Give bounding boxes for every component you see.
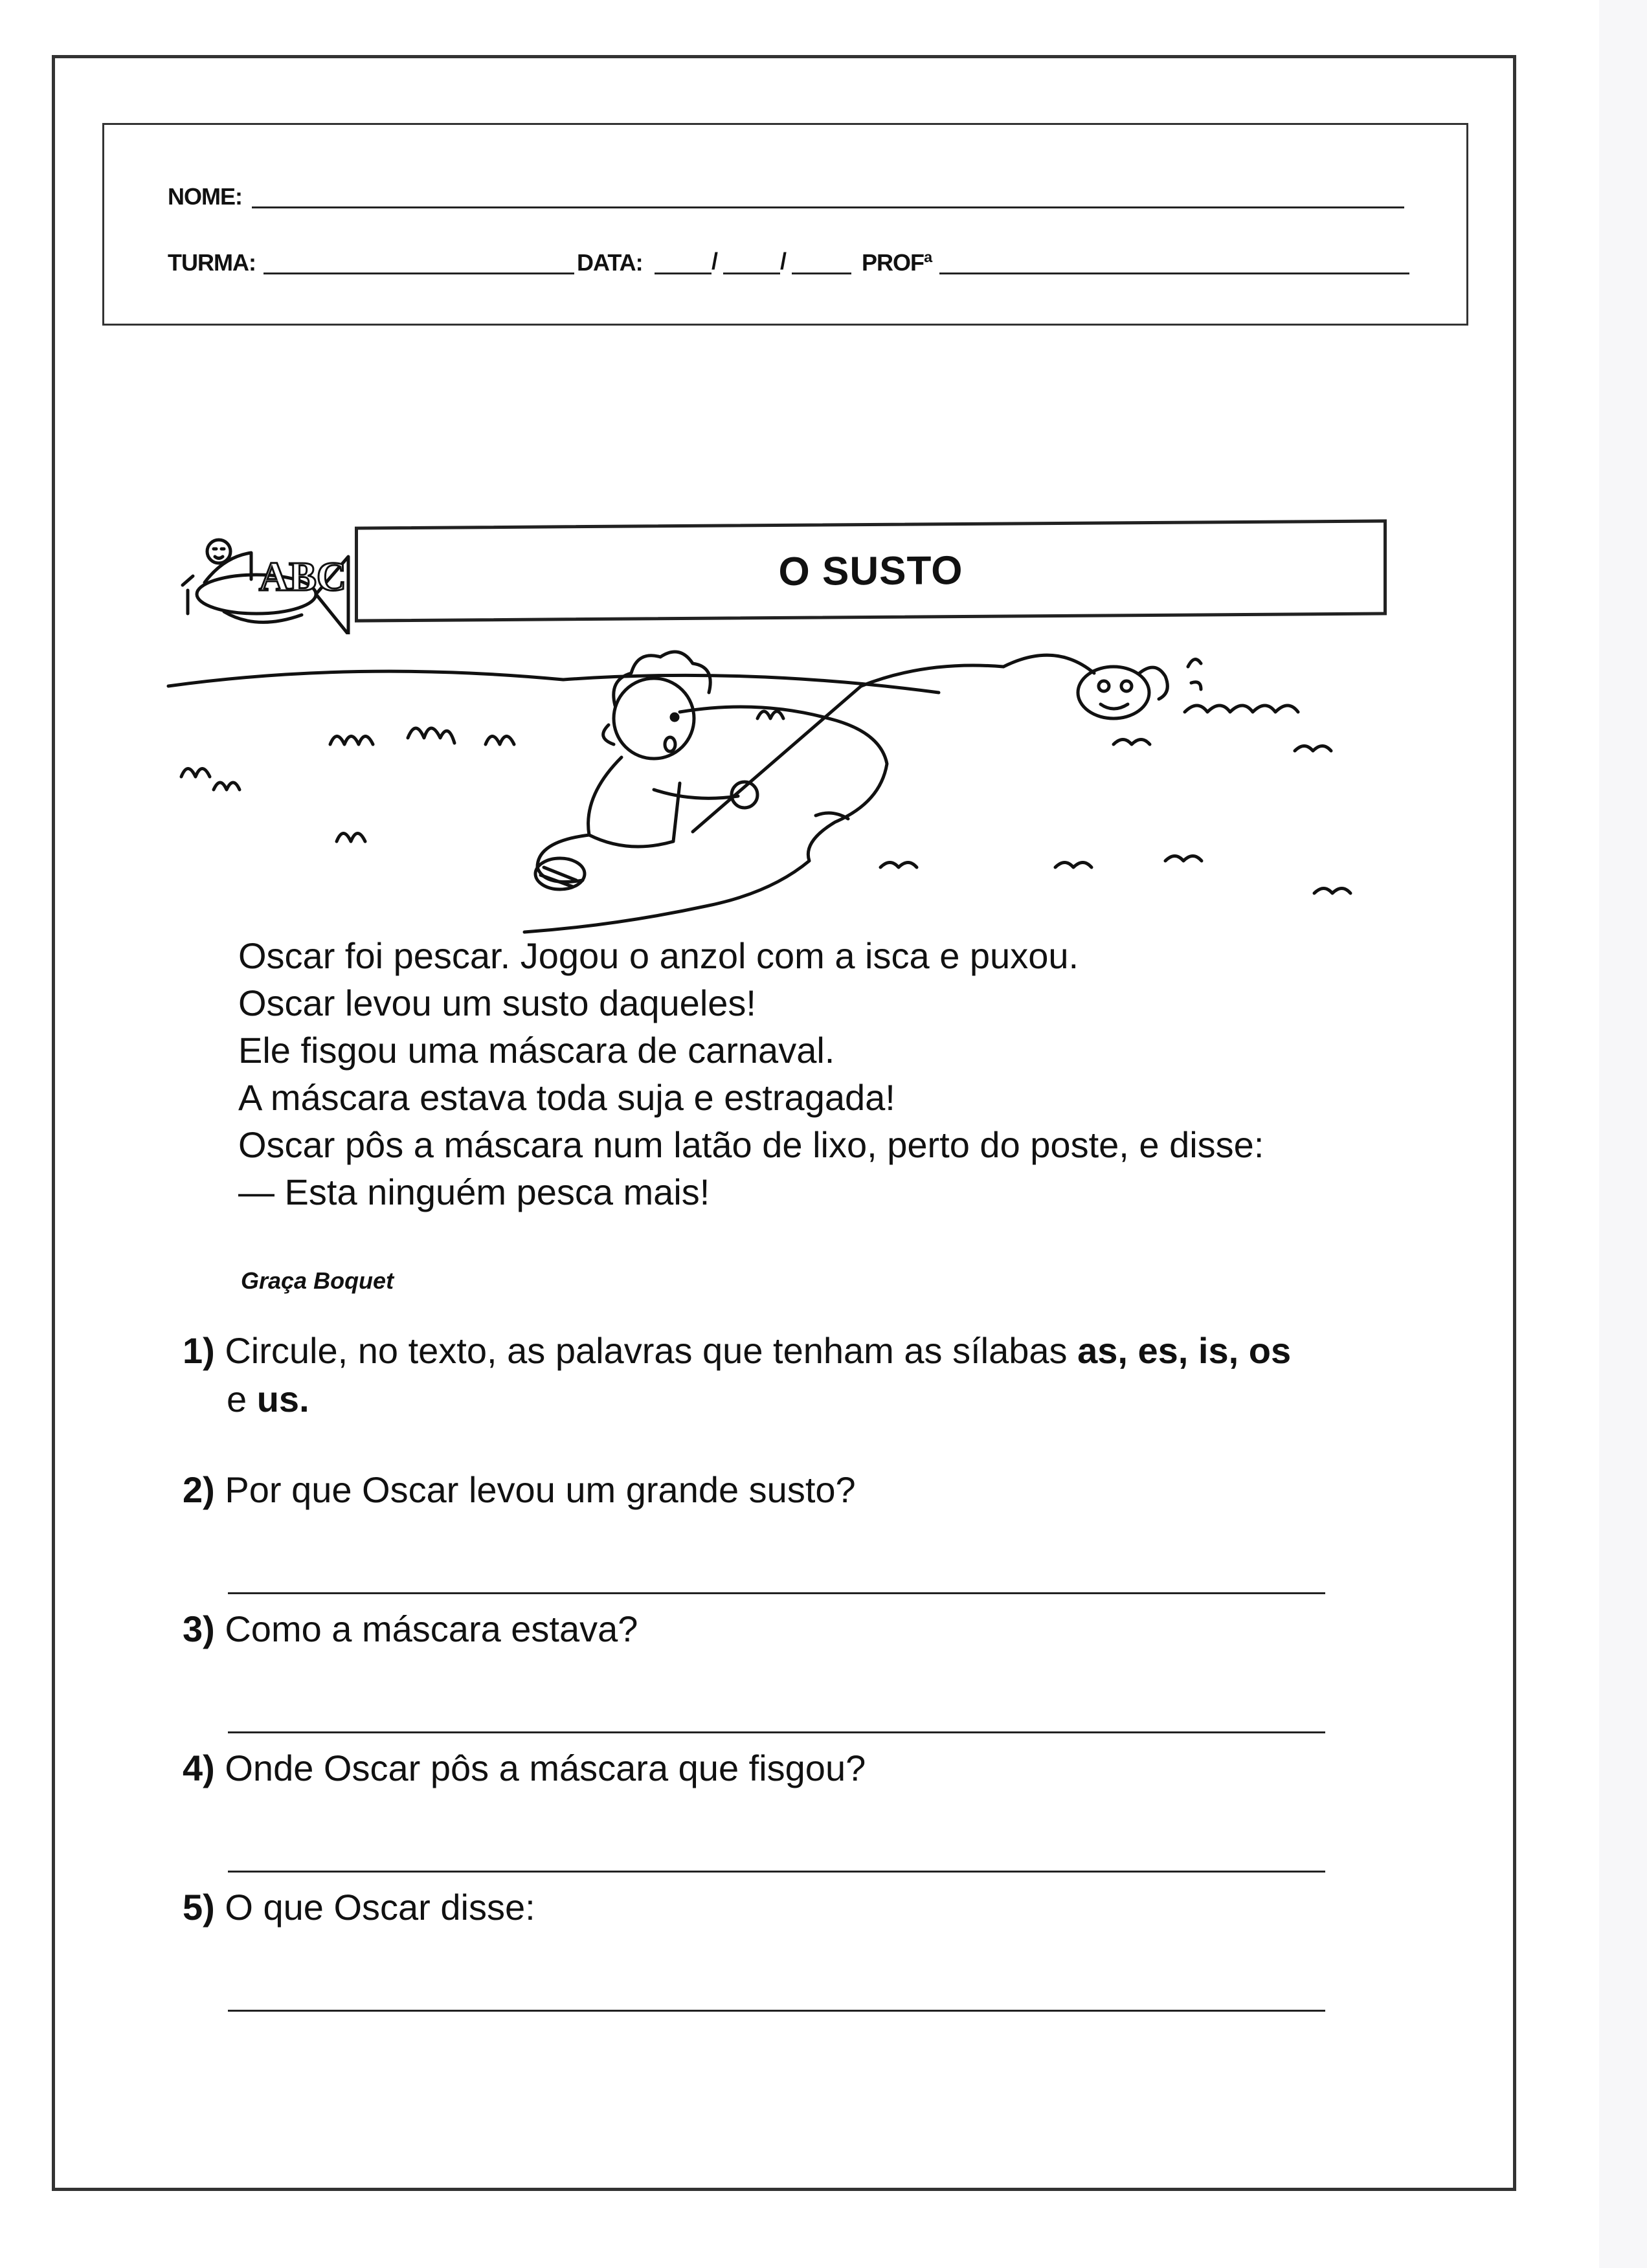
question-text: Como a máscara estava? bbox=[225, 1608, 638, 1649]
question-text: Por que Oscar levou um grande susto? bbox=[225, 1469, 856, 1510]
nome-label: NOME: bbox=[168, 183, 242, 210]
story-line: Ele fisgou uma máscara de carnaval. bbox=[238, 1030, 835, 1071]
story-line: Oscar pôs a máscara num latão de lixo, perto do poste, e disse: bbox=[238, 1124, 1264, 1165]
syllable-highlight: us. bbox=[256, 1379, 309, 1419]
answer-line-4[interactable] bbox=[228, 1871, 1325, 1873]
turma-field[interactable] bbox=[263, 272, 574, 274]
question-number: 2) bbox=[183, 1469, 215, 1510]
data-separator: / bbox=[711, 248, 718, 274]
question-text: Onde Oscar pôs a máscara que fisgou? bbox=[225, 1748, 866, 1788]
answer-line-5[interactable] bbox=[228, 2010, 1325, 2012]
question-number: 4) bbox=[183, 1748, 215, 1788]
plane-abc-text: ABC bbox=[259, 553, 347, 599]
question-1 bbox=[183, 1327, 1291, 1374]
question-text: O que Oscar disse: bbox=[225, 1887, 535, 1928]
question-number: 1) bbox=[183, 1330, 215, 1371]
question-2 bbox=[183, 1466, 856, 1513]
student-info-box bbox=[102, 123, 1468, 326]
answer-line-2[interactable] bbox=[228, 1592, 1325, 1594]
fishing-boy-illustration bbox=[162, 647, 1424, 945]
answer-line-3[interactable] bbox=[228, 1731, 1325, 1733]
nome-field[interactable] bbox=[252, 206, 1404, 208]
question-text: Circule, no texto, as palavras que tenham as sílabas bbox=[225, 1330, 1068, 1371]
data-year-field[interactable] bbox=[792, 272, 851, 274]
syllable-highlight: es, bbox=[1137, 1330, 1189, 1371]
story-author: Graça Boquet bbox=[241, 1267, 394, 1294]
prof-field[interactable] bbox=[939, 272, 1409, 274]
question-text: e bbox=[227, 1379, 247, 1419]
story-line: Oscar foi pescar. Jogou o anzol com a isca e puxou. bbox=[238, 935, 1079, 976]
question-5 bbox=[183, 1884, 535, 1931]
story-text bbox=[238, 932, 1468, 1216]
question-3 bbox=[183, 1605, 638, 1652]
story-title: O SUSTO bbox=[778, 548, 963, 594]
title-banner bbox=[355, 519, 1387, 622]
data-label: DATA: bbox=[577, 249, 643, 276]
data-day-field[interactable] bbox=[655, 272, 711, 274]
story-line: Oscar levou um susto daqueles! bbox=[238, 983, 756, 1023]
data-month-field[interactable] bbox=[723, 272, 780, 274]
syllable-highlight: is, bbox=[1198, 1330, 1239, 1371]
syllable-highlight: os bbox=[1248, 1330, 1292, 1371]
question-number: 3) bbox=[183, 1608, 215, 1649]
question-4 bbox=[183, 1744, 866, 1792]
prof-label: PROFª bbox=[862, 249, 932, 276]
story-line: A máscara estava toda suja e estragada! bbox=[238, 1077, 895, 1118]
question-1-continued bbox=[227, 1375, 309, 1423]
story-line: — Esta ninguém pesca mais! bbox=[238, 1172, 710, 1212]
turma-label: TURMA: bbox=[168, 249, 256, 276]
airplane-illustration bbox=[179, 518, 366, 634]
question-number: 5) bbox=[183, 1887, 215, 1928]
data-separator: / bbox=[780, 248, 787, 274]
syllable-highlight: as, bbox=[1077, 1330, 1128, 1371]
